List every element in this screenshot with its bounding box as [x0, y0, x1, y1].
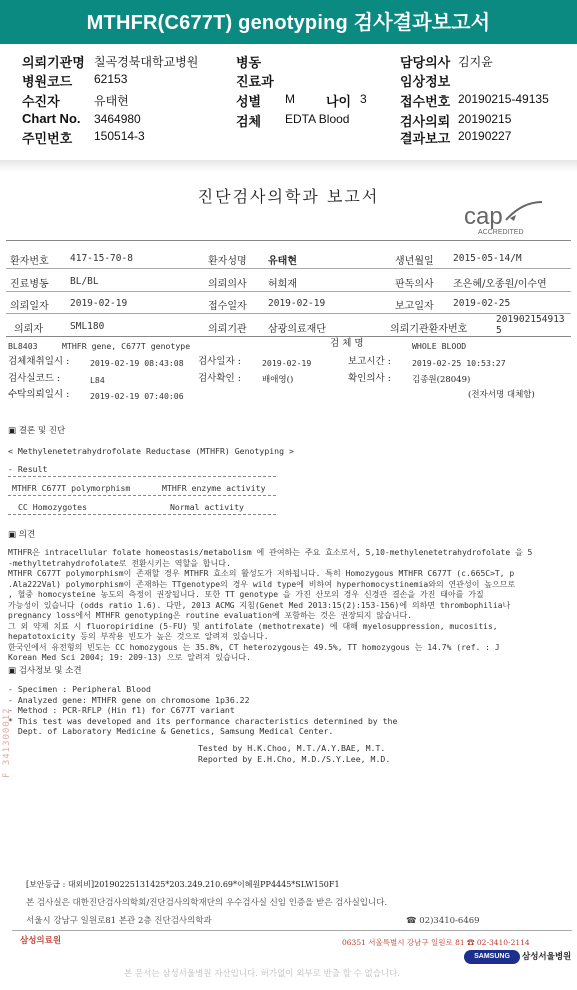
value-requesting-org: 삼광의료재단	[268, 324, 326, 335]
value-collect-time: 2019-02-19 08:43:08	[90, 358, 184, 368]
value-exam-confirm: 배애영()	[262, 375, 294, 385]
value-request-date: 20190215	[458, 112, 512, 126]
signature-note: (전자서명 대체함)	[468, 390, 535, 400]
label-consign-time: 수탁의뢰일시 :	[8, 389, 70, 400]
section-divider	[0, 160, 577, 172]
opinion-line: , 혈중 homocysteine 농도의 측정이 권장됩니다. 또한 TT genotype 을 가진 산모의 경우 신경관 결손을 가진 태아를 가질	[8, 590, 484, 599]
opinion-line: 한국인에서 유전형의 빈도는 CC homozygous 는 35.8%, CT heterozygous는 49.5%, TT homozygous 는 14.7% (ref. : J	[8, 642, 500, 652]
svg-text:ACCREDITED: ACCREDITED	[478, 229, 524, 236]
label-institution: 의뢰기관명	[22, 55, 85, 70]
result-col-activity: MTHFR enzyme activity	[162, 483, 266, 493]
lab-address: 서울시 강남구 일원로81 본관 2층 진단검사의학과	[26, 916, 212, 926]
info-line: Dept. of Laboratory Medicine & Genetics, Samsung Medical Center.	[8, 726, 334, 736]
cap-accredited-logo	[462, 198, 544, 238]
value-age: 3	[360, 92, 367, 106]
rule	[6, 336, 571, 337]
test-name: MTHFR gene, C677T genotype	[62, 341, 191, 351]
value-specimen: EDTA Blood	[285, 112, 350, 126]
certification-note: 본 검사실은 대한진단검사의학회/진단검사의학재단의 우수검사실 신임 인증을 받은 검사실입니다.	[26, 898, 388, 908]
section-info-heading: ▣ 검사정보 및 소견	[8, 666, 82, 676]
label-confirm-doctor: 확인의사 :	[348, 373, 391, 384]
value-chart-no: 3464980	[94, 112, 141, 126]
opinion-line: -methyltetrahydrofolate로 전환시키는 역할을 합니다.	[8, 558, 231, 568]
section-result-heading: ▣ 결론 및 진단	[8, 426, 66, 436]
label-org-patient-no: 의뢰기관환자번호	[390, 324, 468, 335]
value-org-patient-no: 201902154913	[496, 314, 565, 325]
label-receive-date: 접수일자	[208, 301, 247, 312]
rule	[6, 268, 571, 269]
label-collect-time: 검체채취일시 :	[8, 356, 70, 367]
opinion-line: 가능성이 있습니다 (odds ratio 1.6). 다만, 2013 ACMG 지침(Genet Med 2013:15(2):153-156)에 의하면 thrombophilia나	[8, 600, 511, 610]
value-report-date: 20190227	[458, 129, 512, 143]
value-ordering-doctor: 허희재	[268, 279, 297, 290]
value-hospital-code: 62153	[94, 72, 128, 86]
rule	[8, 514, 276, 515]
value-birth: 2015-05-14/M	[453, 253, 522, 264]
label-report-time: 보고시간 :	[348, 356, 391, 367]
value-ward2: BL/BL	[70, 276, 99, 287]
value-reading-doctor: 조은혜/오종원/이수연	[453, 279, 547, 290]
label-sex: 성별	[236, 94, 262, 109]
label-chart-no: Chart No.	[22, 111, 81, 126]
security-level: [보안등급 : 대외비]20190225131425*203.249.210.69*이혜원PP4445*SLW150F1	[26, 880, 340, 889]
opinion-line: hepatotoxicity 등의 부작용 빈도가 높은 것으로 알려져 있습니다.	[8, 632, 269, 641]
value-consign-time: 2019-02-19 07:40:06	[90, 391, 184, 401]
label-order-date: 의뢰일자	[10, 301, 49, 312]
label-lab-code: 검사실코드 :	[8, 373, 61, 384]
label-patient-name: 환자성명	[208, 256, 247, 267]
label-resident-no: 주민번호	[22, 131, 73, 146]
value-exam-date: 2019-02-19	[262, 358, 312, 368]
rule	[6, 291, 571, 292]
value-patient-no: 417-15-70-8	[70, 253, 133, 264]
info-line: - Specimen : Peripheral Blood	[8, 684, 151, 694]
value-report-time: 2019-02-25 10:53:27	[412, 358, 506, 368]
label-doctor: 담당의사	[400, 55, 451, 70]
rule	[8, 495, 276, 496]
label-report-date2: 보고일자	[395, 301, 434, 312]
vertical-stamp: F 341300012	[2, 707, 12, 778]
test-code: BL8403	[8, 341, 38, 351]
opinion-line: 그 외 약제 치료 시 fluoropiridine (5-FU) 및 antifolate (methotrexate) 에 대해 myelosuppression, mucositis,	[8, 621, 498, 631]
lab-report-scan	[0, 172, 577, 990]
lab-report-title: 진단검사의학과 보고서	[197, 187, 380, 206]
info-line: - Analyzed gene: MTHFR gene on chromosome 1p36.22	[8, 694, 250, 705]
label-specimen-name: 검 체 명	[330, 338, 364, 349]
samsung-hospital-name: 삼성서울병원	[522, 952, 572, 962]
report-title-bar: MTHFR(C677T) genotyping 검사결과보고서	[0, 0, 577, 44]
label-ward: 병동	[236, 55, 262, 70]
rule	[6, 240, 571, 241]
result-label: - Result	[8, 464, 48, 474]
value-institution: 칠곡경북대학교병원	[94, 55, 199, 69]
opinion-line: MTHFR C677T polymorphism이 존재할 경우 MTHFR 효소의 활성도가 저하됩니다. 특히 Homozygous MTHFR C677T (c.665C>T, p	[8, 569, 515, 578]
label-department: 진료과	[236, 74, 274, 89]
opinion-line: .Ala222Val) polymorphism이 존재하는 TTgenotype의 경우 wild type에 비하여 hyperhomocystinemia와의 연관성이 높으므로	[8, 579, 516, 589]
value-sex: M	[285, 92, 295, 106]
result-genotype: CC Homozygotes	[18, 502, 88, 512]
footer-org-name: 삼성의료원	[20, 936, 62, 946]
label-specimen: 검체	[236, 114, 262, 129]
label-hospital-code: 병원코드	[22, 74, 73, 89]
value-org-patient-no-cont: 5	[496, 325, 502, 336]
reported-by: Reported by E.H.Cho, M.D./S.Y.Lee, M.D.	[198, 753, 391, 764]
label-clinical-info: 임상정보	[400, 74, 451, 89]
value-accession-no: 20190215-49135	[458, 92, 549, 106]
value-requester: SML180	[70, 321, 105, 332]
label-birth: 생년월일	[395, 256, 434, 267]
value-specimen-name: WHOLE BLOOD	[412, 341, 467, 351]
label-patient-no: 환자번호	[10, 256, 49, 267]
value-doctor: 김지윤	[458, 55, 493, 69]
label-ward2: 진료병동	[10, 279, 49, 290]
samsung-logo: SAMSUNG	[464, 950, 520, 964]
label-request-date: 검사의뢰	[400, 114, 451, 129]
rule	[6, 313, 571, 314]
label-exam-confirm: 검사확인 :	[198, 373, 241, 384]
opinion-line: Korean Med Sci 2004; 19: 209-13) 으로 알려져 있습니다.	[8, 653, 251, 662]
opinion-line: MTHFR은 intracellular folate homeostasis/metabolism 에 관여하는 주요 효소로서, 5,10-methylenetetrahydrofolate 을 5	[8, 548, 533, 557]
rule	[8, 476, 276, 477]
value-lab-code: L84	[90, 375, 105, 385]
ownership-disclaimer: 본 문서는 삼성서울병원 자산입니다. 허가없이 외부로 반출 할 수 없습니다.	[124, 969, 401, 979]
label-age: 나이	[326, 94, 352, 109]
label-report-date: 결과보고	[400, 131, 451, 146]
label-ordering-doctor: 의뢰의사	[208, 279, 247, 290]
result-heading: < Methylenetetrahydrofolate Reductase (MTHFR) Genotyping >	[8, 446, 294, 456]
label-requester: 의뢰자	[14, 324, 43, 335]
value-patient-name: 유태현	[268, 256, 297, 267]
tested-by: Tested by H.K.Choo, M.T./A.Y.BAE, M.T.	[198, 743, 386, 753]
value-report-date2: 2019-02-25	[453, 298, 511, 309]
label-exam-date: 검사일자 :	[198, 356, 241, 367]
value-order-date: 2019-02-19	[70, 298, 128, 309]
value-resident-no: 150514-3	[94, 129, 145, 143]
label-patient: 수진자	[22, 94, 60, 109]
label-accession-no: 접수번호	[400, 94, 451, 109]
lab-phone: ☎ 02)3410-6469	[406, 916, 480, 926]
info-line: - Method : PCR-RFLP (Hin f1) for C677T variant	[8, 705, 235, 715]
value-confirm-doctor: 김종원(28049)	[412, 375, 471, 385]
section-opinion-heading: ▣ 의견	[8, 530, 36, 540]
footer-divider	[12, 930, 572, 931]
footer-address: 06351 서울특별시 강남구 일원로 81 ☎ 02-3410-2114	[342, 938, 530, 947]
label-reading-doctor: 판독의사	[395, 279, 434, 290]
label-requesting-org: 의뢰기관	[208, 324, 247, 335]
result-col-polymorphism: MTHFR C677T polymorphism	[12, 483, 131, 493]
value-patient: 유태현	[94, 94, 129, 108]
result-activity: Normal activity	[170, 502, 244, 512]
opinion-line: pregnancy loss에서 MTHFR genotyping은 routine evaluation에 포함하는 것은 권장되지 않습니다.	[8, 611, 413, 620]
info-line: * This test was developed and its performance characteristics determined by the	[8, 715, 398, 726]
value-receive-date: 2019-02-19	[268, 298, 326, 309]
svg-text:cap: cap	[464, 203, 503, 230]
